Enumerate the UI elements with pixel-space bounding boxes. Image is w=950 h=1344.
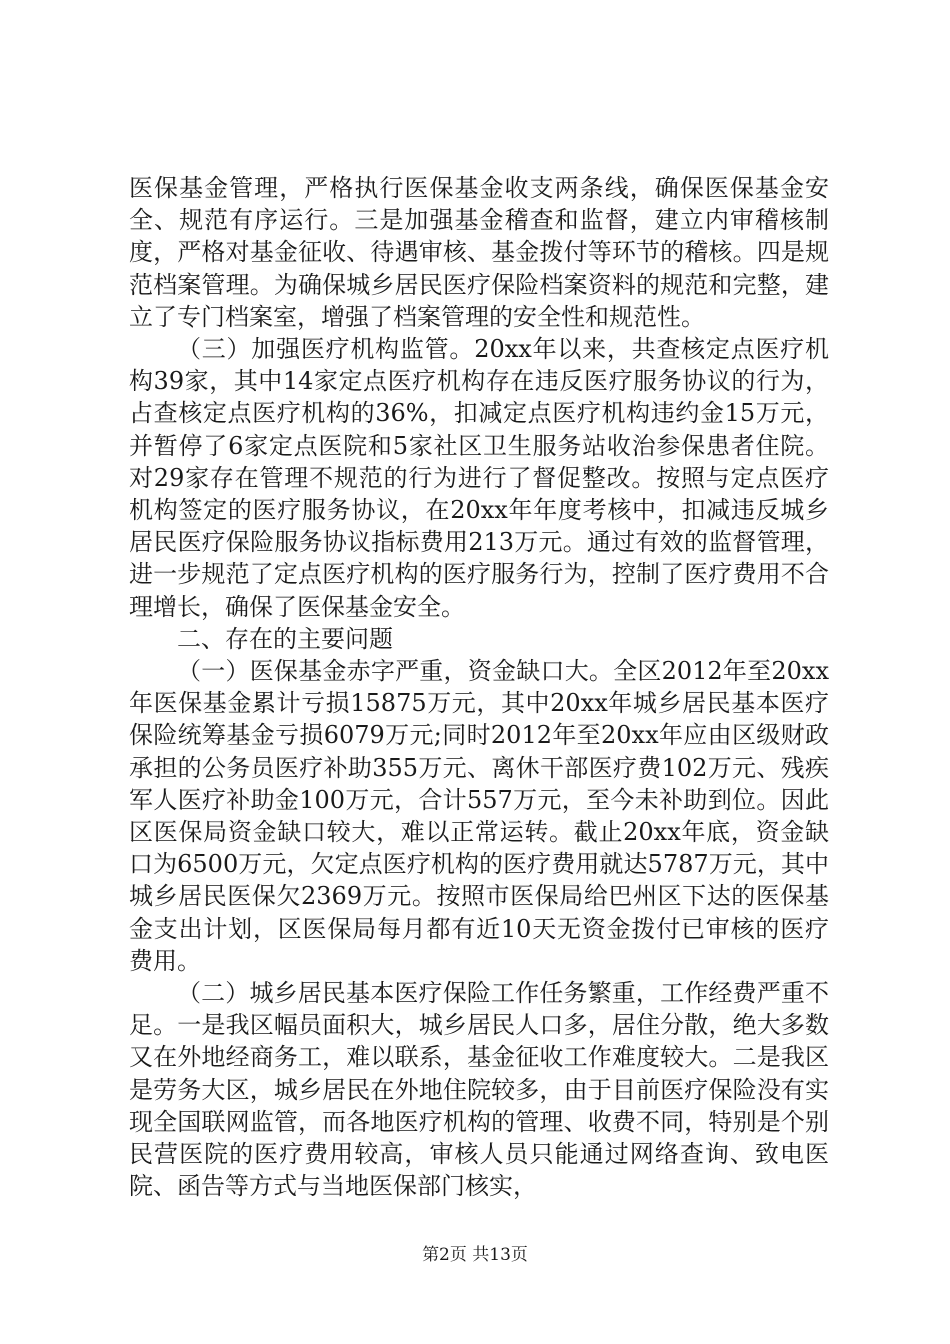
document-body <box>129 172 829 1203</box>
section-heading: 二、存在的主要问题 <box>177 624 393 653</box>
body-paragraph: 医保基金管理，严格执行医保基金收支两条线，确保医保基金安全、规范有序运行。三是加强基金稽查和监督，建立内审稽核制度，严格对基金征收、待遇审核、基金拨付等环节的稽核。四是规范档案管理。为确保城乡居民医疗保险档案资料的规范和完整，建立了专门档案室，增强了档案管理的安全性和规范性。 <box>129 174 829 331</box>
body-paragraph: （三）加强医疗机构监管。20xx年以来，共查核定点医疗机构39家，其中14家定点医疗机构存在违反医疗服务协议的行为，占查核定点医疗机构的36%，扣减定点医疗机构违约金15万元，并暂停了6家定点医院和5家社区卫生服务站收治参保患者住院。对29家存在管理不规范的行为进行了督促整改。按照与定点医疗机构签定的医疗服务协议，在20xx年年度考核中，扣减违反城乡居民医疗保险服务协议指标费用213万元。通过有效的监督管理，进一步规范了定点医疗机构的医疗服务行为，控制了医疗费用不合理增长，确保了医保基金安全。 <box>129 335 829 621</box>
page-footer: 第2页 共13页 <box>422 1245 528 1265</box>
body-paragraph: （二）城乡居民基本医疗保险工作任务繁重，工作经费严重不足。一是我区幅员面积大，城乡居民人口多，居住分散，绝大多数又在外地经商务工，难以联系，基金征收工作难度较大。二是我区是劳务大区，城乡居民在外地住院较多，由于目前医疗保险没有实现全国联网监管，而各地医疗机构的管理、收费不同，特别是个别民营医院的医疗费用较高，审核人员只能通过网络查询、致电医院、函告等方式与当地医保部门核实， <box>129 979 829 1201</box>
body-paragraph: （一）医保基金赤字严重，资金缺口大。全区2012年至20xx年医保基金累计亏损15875万元，其中20xx年城乡居民基本医疗保险统筹基金亏损6079万元;同时2012年至20xx年应由区级财政承担的公务员医疗补助355万元、离休干部医疗费102万元、残疾军人医疗补助金100万元，合计557万元，至今未补助到位。因此区医保局资金缺口较大，难以正常运转。截止20xx年底，资金缺口为6500万元，欠定点医疗机构的医疗费用就达5787万元，其中城乡居民医保欠2369万元。按照市医保局给巴州区下达的医保基金支出计划，区医保局每月都有近10天无资金拨付已审核的医疗费用。 <box>129 657 829 975</box>
